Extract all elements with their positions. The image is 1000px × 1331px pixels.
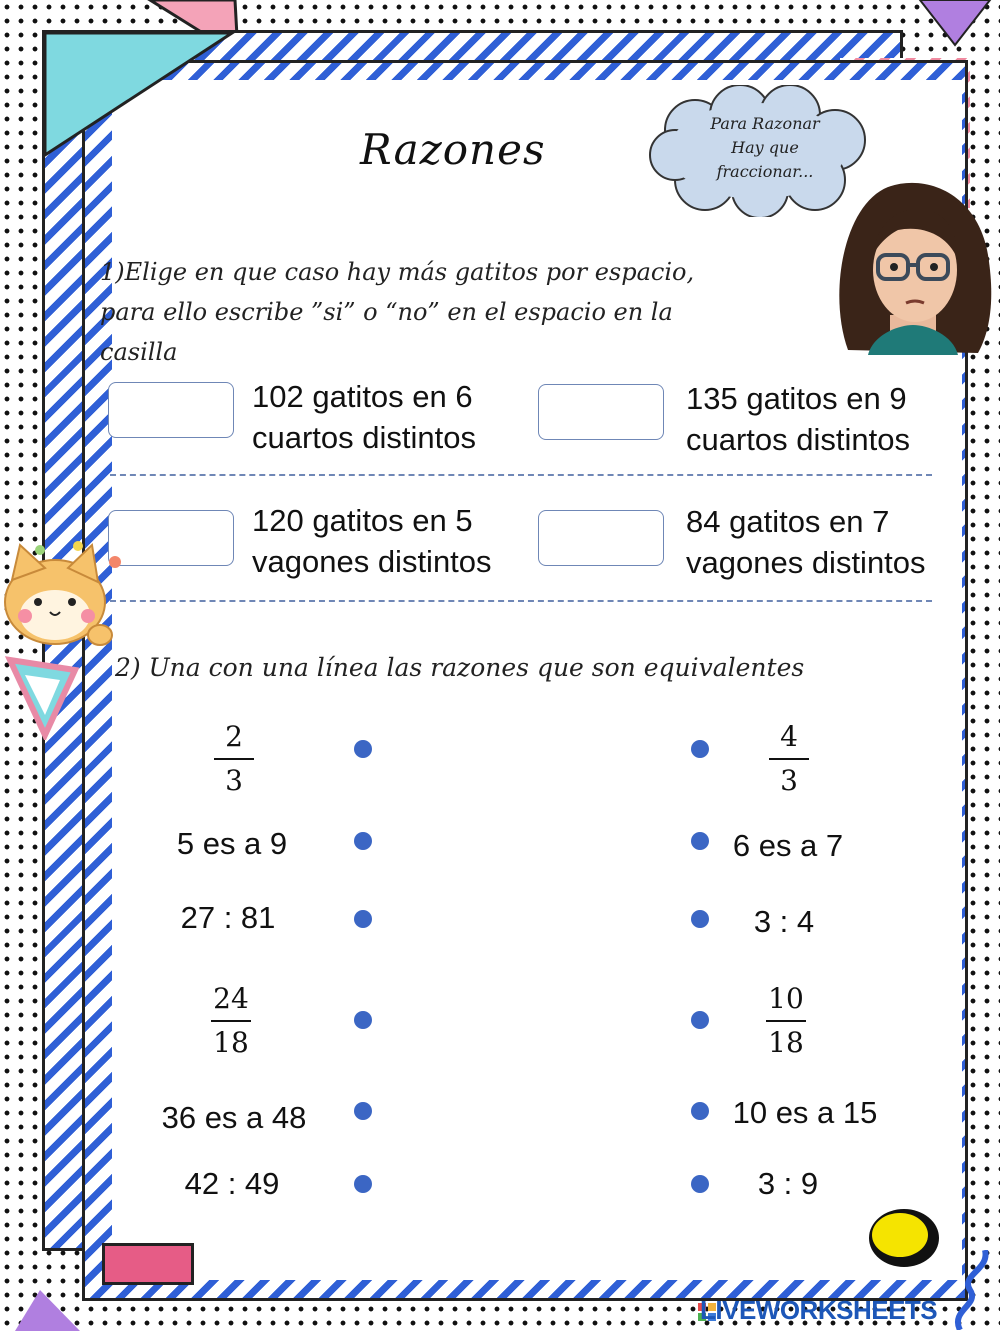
- denominator: 3: [225, 764, 243, 797]
- option-line: cuartos distintos: [686, 422, 910, 457]
- numerator: 4: [780, 720, 798, 753]
- match-dot-left-4[interactable]: [354, 1011, 372, 1029]
- cyan-pennant-icon: [42, 30, 242, 160]
- option-line: 102 gatitos en 6: [252, 379, 473, 414]
- answer-box-2[interactable]: [538, 384, 664, 440]
- match-dot-right-4[interactable]: [691, 1011, 709, 1029]
- teacher-avatar: [828, 175, 1000, 355]
- ratio-right-5: 10 es a 15: [732, 1095, 878, 1130]
- answer-box-4[interactable]: [538, 510, 664, 566]
- option-line: vagones distintos: [686, 545, 926, 580]
- cat-sticker-icon: [0, 540, 128, 740]
- match-dot-left-6[interactable]: [354, 1175, 372, 1193]
- answer-box-1[interactable]: [108, 382, 234, 438]
- purple-pennant-icon: [920, 0, 990, 45]
- cloud-text: [680, 112, 850, 184]
- numerator: 2: [225, 720, 243, 753]
- option-1-text: [252, 376, 476, 458]
- option-4-text: [686, 501, 926, 583]
- ratio-left-2: 5 es a 9: [176, 826, 288, 861]
- numerator: 24: [213, 982, 249, 1015]
- separator: [110, 474, 932, 476]
- fraction-bar: [769, 758, 809, 760]
- fraction-bar: [766, 1020, 806, 1022]
- ratio-left-6: 42 : 49: [184, 1166, 280, 1201]
- instruction-line: 1)Elige en que caso hay más gatitos por espacio,: [100, 258, 695, 286]
- ratio-left-5: 36 es a 48: [161, 1100, 307, 1135]
- ratio-left-3: 27 : 81: [180, 900, 276, 935]
- instruction-line: para ello escribe ”si” o “no” en el espacio en la: [100, 298, 673, 326]
- option-2-text: [686, 378, 910, 460]
- cloud-line: Para Razonar: [710, 114, 820, 133]
- cloud-line: fraccionar...: [716, 162, 814, 181]
- match-dot-left-2[interactable]: [354, 832, 372, 850]
- option-line: 135 gatitos en 9: [686, 381, 907, 416]
- cloud-line: Hay que: [731, 138, 799, 157]
- liveworksheets-brand[interactable]: LIVEWORKSHEETS: [700, 1295, 938, 1325]
- option-line: 120 gatitos en 5: [252, 503, 473, 538]
- page-title: Razones: [360, 125, 546, 174]
- question-1-instruction: [100, 252, 694, 372]
- option-line: vagones distintos: [252, 544, 492, 579]
- denominator: 18: [213, 1026, 249, 1059]
- fraction-right-1: [759, 720, 819, 798]
- purple-corner-icon: [15, 1290, 80, 1331]
- pink-bar: [102, 1243, 194, 1285]
- denominator: 18: [768, 1026, 804, 1059]
- ratio-right-2: 6 es a 7: [732, 828, 844, 863]
- yellow-blob-icon: [866, 1206, 942, 1270]
- option-line: 84 gatitos en 7: [686, 504, 890, 539]
- fraction-bar: [211, 1020, 251, 1022]
- numerator: 10: [768, 982, 804, 1015]
- match-dot-left-1[interactable]: [354, 740, 372, 758]
- question-2-instruction: 2) Una con una línea las razones que son equivalentes: [115, 653, 805, 682]
- squiggle-icon: [950, 1250, 1000, 1330]
- fraction-left-1: [204, 720, 264, 798]
- fraction-right-4: [756, 982, 816, 1060]
- ratio-right-3: 3 : 4: [753, 904, 815, 939]
- separator: [110, 600, 932, 602]
- fraction-left-4: [201, 982, 261, 1060]
- fraction-bar: [214, 758, 254, 760]
- option-line: cuartos distintos: [252, 420, 476, 455]
- ratio-right-6: 3 : 9: [757, 1166, 819, 1201]
- option-3-text: [252, 500, 492, 582]
- denominator: 3: [780, 764, 798, 797]
- match-dot-right-1[interactable]: [691, 740, 709, 758]
- instruction-line: casilla: [100, 338, 178, 366]
- match-dot-left-3[interactable]: [354, 910, 372, 928]
- match-dot-left-5[interactable]: [354, 1102, 372, 1120]
